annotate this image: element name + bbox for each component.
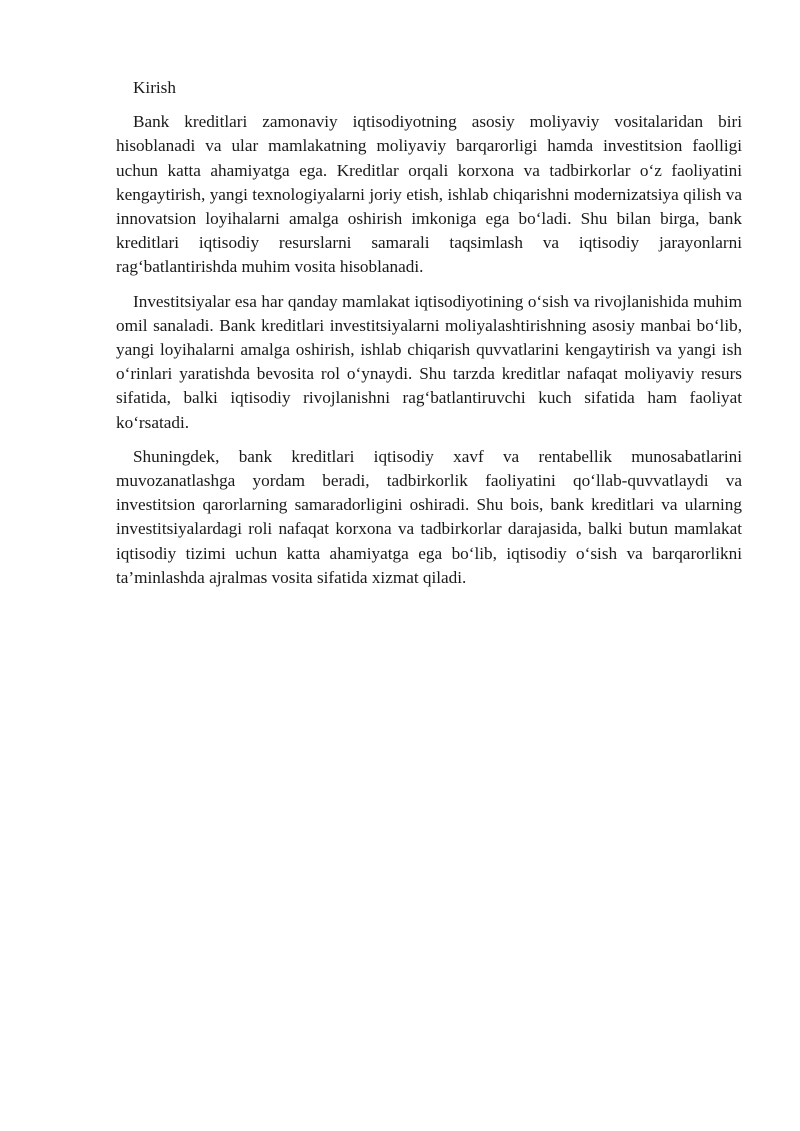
document-body — [116, 76, 742, 600]
paragraph-3: Shuningdek, bank kreditlari iqtisodiy xavf va rentabellik munosabatlarini muvozanatlashga yordam beradi, tadbirkorlik faoliyatini qo‘llab-quvvatlaydi va investitsion qarorlarning samaradorligini oshiradi. Shu bois, bank kreditlari va ularning investitsiyalardagi roli nafaqat korxona va tadbirkorlar darajasida, balki butun mamlakat iqtisodiy tizimi uchun katta ahamiyatga ega bo‘lib, iqtisodiy o‘sish va barqarorlikni ta’minlashda ajralmas vosita sifatida xizmat qiladi. — [116, 446, 742, 587]
paragraph-2: Investitsiyalar esa har qanday mamlakat iqtisodiyotining o‘sish va rivojlanishida muhim omil sanaladi. Bank kreditlari investitsiyalarni moliyalashtirishning asosiy manbai bo‘lib, yangi loyihalarni amalga oshirish, ishlab chiqarish quvvatlarini kengaytirish va yangi ish o‘rinlari yaratishda bevosita rol o‘ynaydi. Shu tarzda kreditlar nafaqat moliyaviy resurs sifatida, balki iqtisodiy rivojlanishni rag‘batlantiruvchi kuch sifatida ham faoliyat ko‘rsatadi. — [116, 291, 742, 432]
section-heading: Kirish — [133, 78, 176, 97]
paragraph-1: Bank kreditlari zamonaviy iqtisodiyotning asosiy moliyaviy vositalaridan biri hisoblanadi va ular mamlakatning moliyaviy barqarorligi hamda investitsion faolligi uchun katta ahamiyatga ega. Kreditlar orqali korxona va tadbirkorlar o‘z faoliyatini kengaytirish, yangi texnologiyalarni joriy etish, ishlab chiqarishni modernizatsiya qilish va innovatsion loyihalarni amalga oshirish imkoniga ega bo‘ladi. Shu bilan birga, bank kreditlari iqtisodiy resurslarni samarali taqsimlash va iqtisodiy jarayonlarni rag‘batlantirishda muhim vosita hisoblanadi. — [116, 112, 742, 277]
